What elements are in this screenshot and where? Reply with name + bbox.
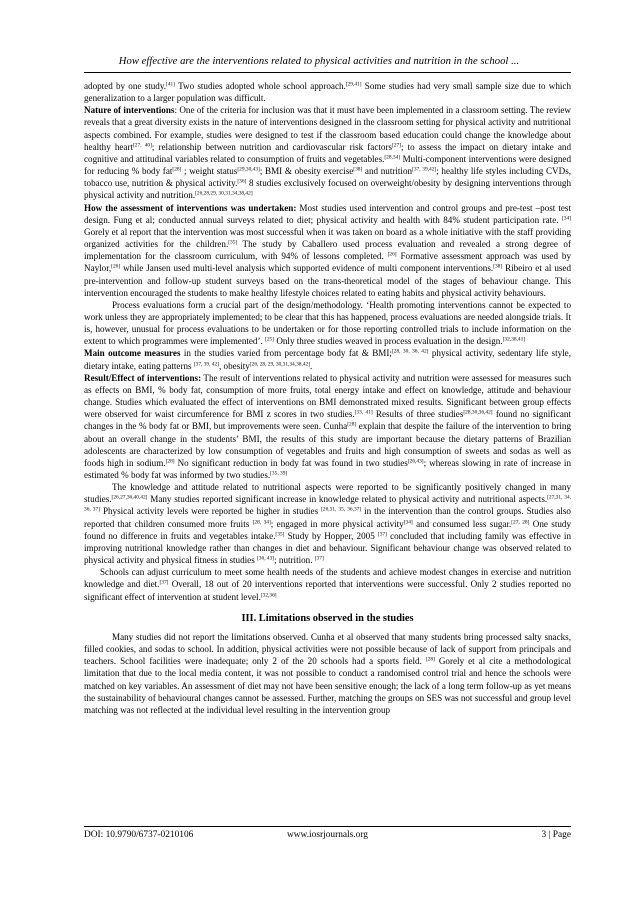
text-run: and nutrition: [362, 166, 413, 177]
citation-ref: [32,36]: [260, 591, 277, 598]
text-run: ; relationship between nutrition and cardiovascular risk factors: [151, 141, 393, 152]
citation-ref: [37, 39, 42]: [193, 361, 219, 367]
citation-ref: [37]: [377, 531, 387, 538]
citation-ref: [29,41]: [345, 81, 362, 88]
text-run: Many studies did not report the limitations observed. Cunha et al observed that many students bring processed salty snacks, filled cookies, and sodas to school. In addition, physical activities were not possible because of lack of support from principals and teachers. School facilities were inadequate; only 2 of the 20 schools had a sports field.: [84, 631, 571, 667]
citation-ref: [37]: [314, 555, 324, 562]
text-run: 8 studies exclusively focused on overweight/obesity by designing interventions through physical activity and nutrition.: [84, 178, 572, 201]
text-run: Schools can adjust curriculum to meet some health needs of the students and achieve modest changes in exercise and nutrition knowledge and diet.: [84, 567, 571, 590]
citation-ref: [32,38,41]: [502, 336, 526, 343]
text-run: No significant reduction in body fat was found in two studies: [174, 457, 408, 468]
text-run: ; weight status: [181, 166, 238, 177]
citation-ref: [26,28,29, 30,31,34,38,42]: [195, 190, 253, 197]
citation-ref: [37, 39,42]: [412, 166, 437, 173]
citation-ref: [41]: [166, 81, 176, 88]
header-rule: [84, 72, 571, 73]
text-run: Physical activity levels were reported be higher in studies: [99, 506, 322, 517]
citation-ref: [27]: [392, 142, 402, 149]
citation-ref: [37]: [159, 579, 169, 586]
citation-ref: [28,30,36,42]: [463, 409, 493, 416]
text-run: concluded that including family was effective in improving nutritional knowledge rather than changes in diet and behaviour. Significant behaviour change was observed related to physical activity and physical fitness in studies: [84, 530, 571, 566]
running-title: How effective are the interventions related to physical activities and nutrition in the school ...: [118, 56, 520, 67]
text-run: Overall, 18 out of 20 interventions reported that interventions were successful. Only 2 studies reported no significant effect of intervention at student level.: [84, 579, 571, 602]
citation-ref: [28]: [165, 458, 175, 465]
paragraph: [84, 372, 571, 481]
paragraph: [84, 481, 571, 566]
citation-ref: [34]: [562, 215, 571, 222]
citation-ref: [25]: [265, 336, 275, 343]
text-run: : One of the criteria for inclusion was that it must have been implemented in a classroom setting. The review reveals that a great diversity exists in the nature of interventions designed in the classroom setting for physical activity and nutritional aspects combined. For example, studies were designed to test if the classroom based education could change the knowledge about healthy heart: [84, 105, 571, 152]
text-run: Multi-component interventions were designed for reducing % body fat: [84, 153, 571, 177]
text-run: Gorely et al cite a methodological limitation that due to the local media content, it was not possible to conduct a randomised control trial and hence the schools were matched on key variables. An assessment of diet may not have been sensitive enough; the lack of a long term follow-up as yet means the sustainability of behavioural changes cannot be assessed. Further, matching the groups on SES was not successful and group level matching was not reflected at the individual level resulting in the intervention group: [84, 656, 571, 715]
text-run: The result of interventions related to physical activity and nutrition were assessed for measures such as effects on BMI, % body fat, consumption of more fruits, total energy intake and effect on knowledge, attitude and behaviour change. Studies which evaluated the effect of interventions on BMI demonstrated mixed results. Significant between group effects were observed for waist circumference for BMI z scores in two studies.: [84, 372, 571, 420]
text-run: and consumed less sugar.: [412, 518, 512, 529]
text-run: One study found no difference in fruits and vegetables intake.: [84, 518, 571, 541]
citation-ref: [26,27,36,40,42]: [111, 494, 148, 501]
citation-ref: [28]: [172, 166, 182, 173]
text-run: Ribeiro et al used pre-intervention and follow-up student surveys based on the trans-theoretical model of the stages of behaviour change. This intervention encouraged the students to make healthy lifestyle choices related to eating habits and physical activity behaviours.: [84, 263, 571, 298]
citation-ref: [26]: [387, 251, 397, 258]
paragraph: [84, 202, 571, 299]
section-heading: III. Limitations observed in the studies: [241, 612, 414, 624]
citation-ref: [26,31, 35, 36,37]: [321, 506, 362, 513]
text-run: physical activity, sedentary life style, dietary intake, eating patterns: [84, 348, 571, 371]
citation-ref: [28]: [425, 656, 435, 663]
text-run: ; whereas slowing in rate of increase in estimated % body fat was informed by two studies.: [84, 457, 571, 480]
citation-ref: [28, 30, 36, 42]: [391, 348, 429, 355]
citation-ref: [35]: [228, 239, 238, 246]
citation-ref: [26, 28, 29, 30,31,34,38,42]: [249, 361, 311, 367]
text-run: in the intervention than the control groups. Studies also reported that children consumed more fruits: [84, 506, 571, 529]
text-run: Most studies used intervention and control groups and pre-test –post test design. Fung et al; conducted annual surveys related to diet; physical activity and health with 84% student participation rate.: [84, 202, 572, 225]
paragraphs-after-section: [84, 631, 571, 716]
citation-ref: [28]: [347, 421, 357, 428]
bold-run-in-heading: Main outcome measures: [84, 348, 181, 359]
paragraph: [84, 347, 571, 371]
text-run: Many studies reported significant increase in knowledge related to physical activity and nutritional aspects.: [147, 494, 548, 505]
bold-run-in-heading: Result/Effect of interventions:: [84, 372, 202, 383]
text-run: Some studies had very small sample size due to which generalization to a larger population was difficult.: [84, 81, 571, 104]
citation-ref: [36, 43]: [257, 555, 275, 562]
footer-website: www.iosrjournals.org: [287, 830, 368, 840]
bold-run-in-heading: How the assessment of interventions was undertaken:: [84, 202, 297, 213]
text-run: Gorely et al report that the intervention was most successful when it was taken on board as a whole initiative with the staff providing organized activities for the children.: [84, 226, 571, 250]
footer-doi: DOI: 10.9790/6737-0210106: [84, 830, 194, 840]
text-run: The knowledge and attitude related to nutritional aspects were reported to be significantly positively changed in many studies.: [84, 482, 571, 505]
text-run: ; nutrition.: [274, 555, 315, 566]
footer-rule: [84, 826, 571, 827]
text-run: Study by Hopper, 2005: [284, 530, 378, 541]
text-run: ; to assess the impact on dietary intake and cognitive and attitudinal variables related to consumption of fruits and vegetables.: [84, 141, 571, 164]
citation-ref: [28,34]: [384, 154, 401, 161]
text-run: Process evaluations form a crucial part of the design/methodology. ‘Health promoting interventions cannot be expected to work unless they are appropriately implemented; to be clear that this has happened, process evaluations are needed alongside trials. It is, however, unusual for process evaluations to be undertaken or for those reporting controlled trials to include information on the extent to which programmes were implemented’.: [84, 299, 571, 347]
citation-ref: [26]: [111, 263, 121, 270]
paragraph: [84, 566, 571, 602]
paragraph: [84, 104, 571, 201]
paragraph: [84, 299, 571, 348]
text-run: ; healthy life styles including CVDs, tobacco use, nutrition & physical activity.: [84, 166, 572, 189]
article-body: [84, 80, 571, 716]
text-run: The study by Caballero used process evaluation and revealed a strong degree of implementation for the classroom curriculum, with 94% of lessons completed.: [84, 239, 572, 262]
citation-ref: [33, 41]: [354, 409, 373, 416]
citation-ref: [27, 28]: [511, 519, 530, 526]
footer-page-number: 3 | Page: [541, 830, 571, 840]
paragraph: [84, 80, 571, 104]
citation-ref: [26,43]: [407, 458, 424, 465]
text-run: found no significant changes in the % body fat or BMI, but improvements were seen. Cunha: [84, 409, 571, 432]
paragraph: [84, 631, 571, 716]
citation-ref: [34]: [403, 519, 413, 526]
text-run: , obesity: [219, 360, 250, 371]
citation-ref: [29,30,43]: [237, 166, 260, 173]
citation-ref: [35]: [275, 531, 285, 538]
text-run: in the studies varied from percentage body fat & BMI;: [180, 348, 392, 359]
text-run: explain that despite the failure of the intervention to bring about an overall change in the students’ BMI, the results of this study are important because the dietary patterns of Brazilian adolescents are characterized by low consumption of vegetables and fruits and high consumption of sweets and sodas as well as foods high in sodium.: [84, 421, 571, 468]
text-run: Results of three studies: [372, 409, 464, 420]
citation-ref: [28, 34]: [252, 519, 271, 526]
citation-ref: [27, 40]: [133, 142, 152, 149]
bold-run-in-heading: Nature of interventions: [84, 105, 175, 116]
text-run: while Jansen used multi-level analysis which supported evidence of multi component interventions.: [120, 263, 494, 274]
paragraphs-before-section: [84, 80, 571, 603]
citation-ref: [38]: [493, 263, 503, 270]
text-run: Only three studies weaved in process evaluation in the design.: [274, 336, 503, 347]
text-run: ; BMI & obesity exercise: [259, 166, 354, 177]
citation-ref: [38]: [353, 166, 363, 173]
text-run: Formative assessment approach was used by Naylor,: [84, 251, 571, 274]
citation-ref: [36]: [237, 178, 247, 185]
text-run: .: [310, 360, 313, 371]
citation-ref: [35, 39]: [270, 470, 288, 477]
text-run: ; engaged in more physical activity: [270, 518, 404, 529]
text-run: adopted by one study.: [84, 81, 167, 91]
citation-ref: [27,31, 34, 36, 37]: [84, 494, 571, 513]
text-run: Two studies adopted whole school approach.: [175, 81, 346, 91]
